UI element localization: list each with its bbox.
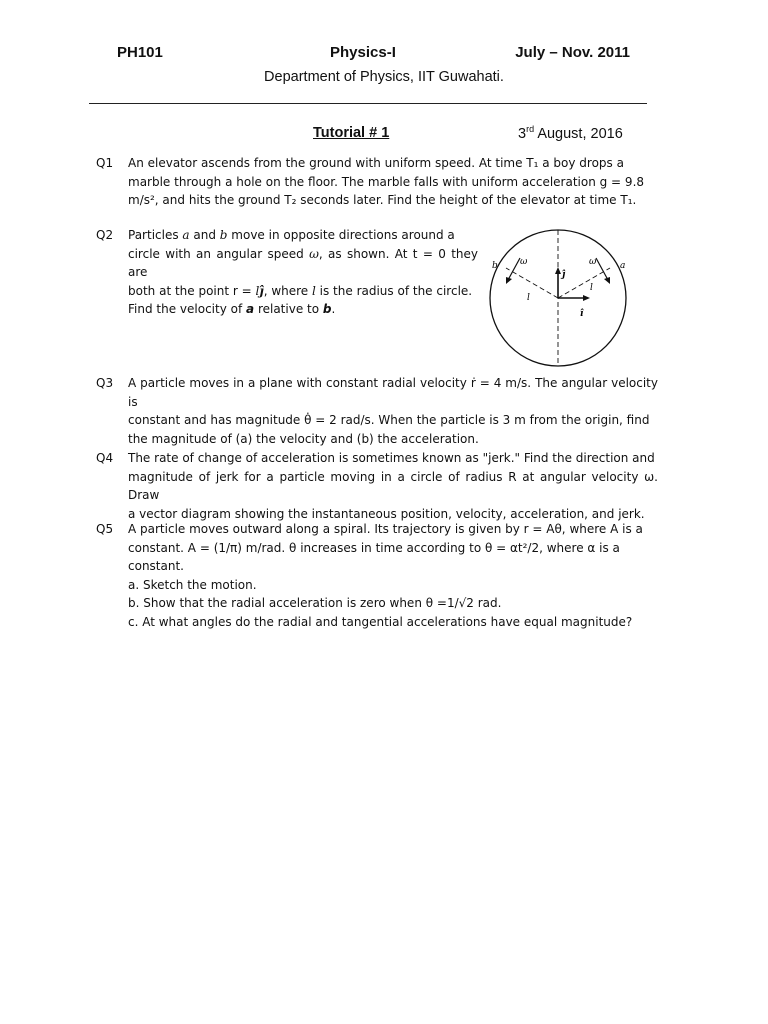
tutorial-title: Tutorial # 1 (313, 125, 390, 141)
q4-line-3: a vector diagram showing the instantaneous position, velocity, acceleration, and jerk. (128, 506, 645, 521)
arrowhead-a (604, 277, 610, 284)
label-a: a (620, 261, 626, 271)
q2-line-3: both at the point r = lĵ, where l is the radius of the circle. (128, 283, 473, 298)
omega-label-b: ω (520, 257, 528, 267)
question-number: Q2 (96, 228, 114, 242)
radius-a (558, 268, 610, 298)
header-divider (89, 103, 647, 104)
radius-label-a: l (590, 283, 593, 293)
circle-diagram (484, 228, 632, 370)
label-i: î (580, 309, 584, 319)
question-text (128, 154, 648, 210)
q3-line-1: A particle moves in a plane with constant radial velocity ṙ = 4 m/s. The angular velocity is (128, 376, 658, 409)
q5-line-3: constant. (128, 559, 184, 573)
q3-line-3: the magnitude of (a) the velocity and (b) the acceleration. (128, 431, 479, 446)
date-day: 3 (518, 125, 527, 142)
q2-line-4: Find the velocity of a relative to b. (128, 302, 336, 316)
omega-label-a: ω (589, 257, 597, 267)
question-number: Q4 (96, 451, 114, 465)
tutorial-date (518, 124, 623, 142)
q4-line-2: magnitude of jerk for a particle moving in a circle of radius R at angular velocity ω. Draw (128, 469, 658, 502)
question-text (128, 226, 478, 319)
q2-line-1: Particles a and b move in opposite directions around a (128, 228, 455, 242)
label-b: b (492, 261, 498, 271)
q1-line-3: m/s², and hits the ground T₂ seconds later. Find the height of the elevator at time T₁. (128, 193, 637, 207)
arrowhead-i (583, 295, 590, 301)
q5-part-b: b. Show that the radial acceleration is zero when θ =1/√2 rad. (128, 596, 502, 610)
velocity-arrow-b (508, 258, 520, 280)
radius-label-b: l (527, 293, 530, 303)
question-number: Q1 (96, 156, 114, 170)
question-number: Q5 (96, 522, 114, 536)
velocity-arrow-a (596, 258, 608, 280)
label-j: ĵ (562, 270, 566, 280)
q5-line-1: A particle moves outward along a spiral. Its trajectory is given by r = Aθ, where A is a (128, 522, 643, 536)
q5-line-2: constant. A = (1/π) m/rad. θ increases in time according to θ = αt²/2, where α is a (128, 540, 620, 555)
question-number: Q3 (96, 376, 114, 390)
date-suffix: rd (526, 124, 535, 134)
question-text (128, 449, 658, 523)
q1-line-2: marble through a hole on the floor. The marble falls with uniform acceleration g = 9.8 (128, 174, 645, 189)
arrowhead-j (555, 267, 561, 274)
course-title: Physics-I (330, 44, 396, 61)
q3-line-2: constant and has magnitude θ̇ = 2 rad/s. When the particle is 3 m from the origin, find (128, 413, 650, 427)
arrowhead-b (506, 277, 512, 284)
department: Department of Physics, IIT Guwahati. (264, 69, 504, 85)
q1-line-1: An elevator ascends from the ground with uniform speed. At time T₁ a boy drops a (128, 156, 624, 170)
q2-line-2: circle with an angular speed ω, as shown. At t = 0 they are (128, 246, 478, 279)
q4-line-1: The rate of change of acceleration is sometimes known as "jerk." Find the direction and (128, 451, 655, 465)
q5-part-a: a. Sketch the motion. (128, 577, 257, 592)
q5-part-c: c. At what angles do the radial and tangential accelerations have equal magnitude? (128, 614, 633, 629)
course-code: PH101 (117, 44, 163, 61)
radius-b (506, 268, 558, 298)
session: July – Nov. 2011 (515, 44, 630, 61)
date-rest: August, 2016 (534, 125, 623, 142)
question-text (128, 374, 658, 448)
question-text (128, 520, 658, 631)
